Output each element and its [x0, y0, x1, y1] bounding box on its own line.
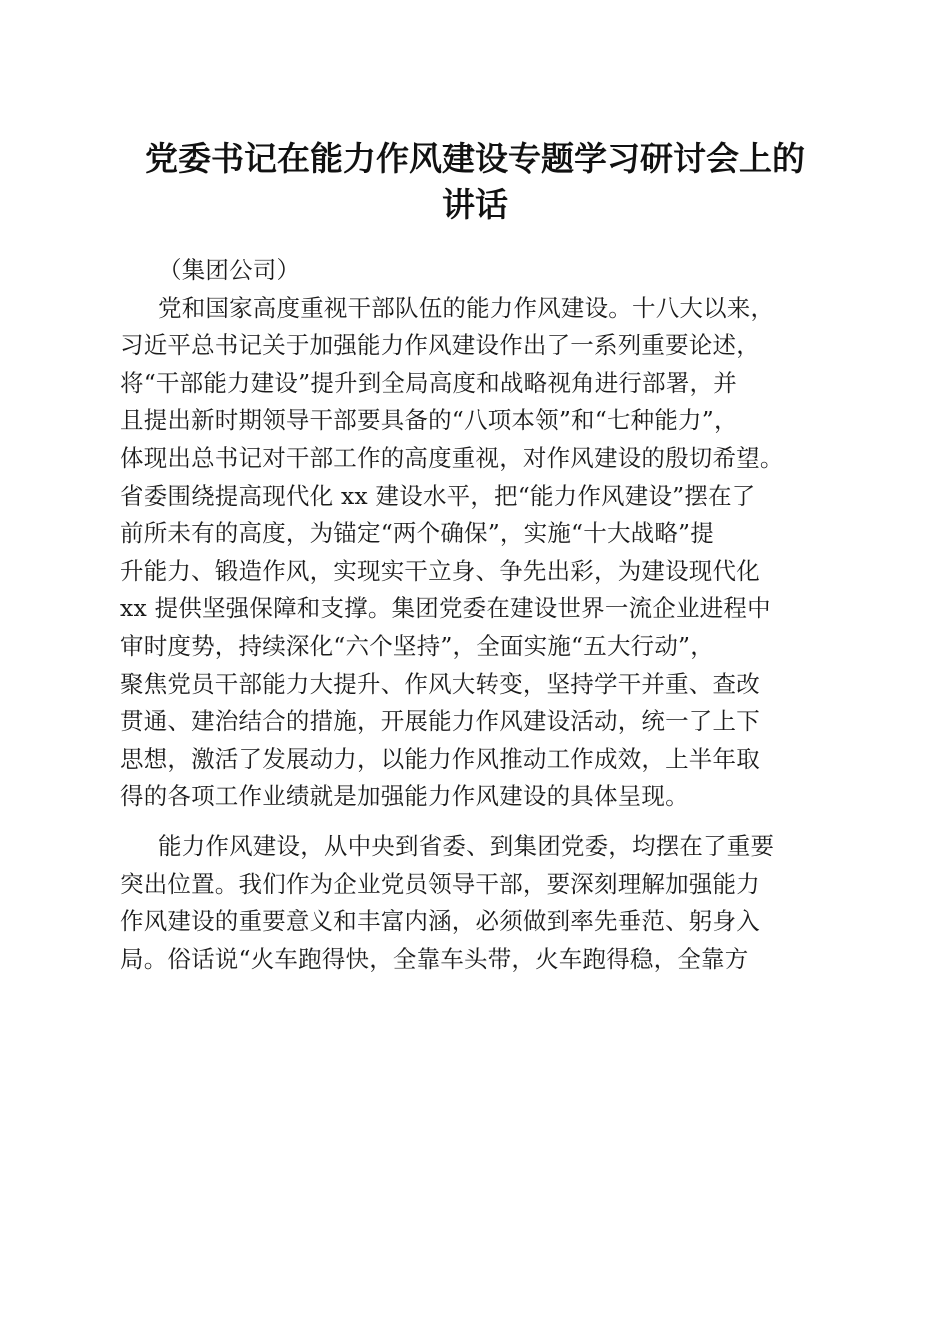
title-line: 党委书记在能力作风建设专题学习研讨会上的 [145, 139, 805, 178]
paragraph-line: 升能力、锻造作风，实现实干立身、争先出彩，为建设现代化 [120, 556, 760, 585]
paragraph-line: 前所未有的高度，为锚定“两个确保”，实施“十大战略”提 [120, 519, 714, 548]
paragraph-line: 聚焦党员干部能力大提升、作风大转变，坚持学干并重、查改 [120, 669, 760, 698]
paragraph-line: 贯通、建治结合的措施，开展能力作风建设活动，统一了上下 [120, 707, 760, 736]
paragraph-line: 将“干部能力建设”提升到全局高度和战略视角进行部署，并 [120, 368, 737, 397]
paragraph-line: 得的各项工作业绩就是加强能力作风建设的具体呈现。 [120, 782, 689, 811]
paragraph-line: 审时度势，持续深化“六个坚持”，全面实施“五大行动”， [120, 631, 714, 660]
paragraph-2 [120, 828, 840, 978]
paragraph-line: 且提出新时期领导干部要具备的“八项本领”和“七种能力”， [120, 406, 738, 435]
paragraph-line: 省委围绕提高现代化 xx 建设水平，把“能力作风建设”摆在了 [120, 481, 756, 510]
paragraph-line: 能力作风建设，从中央到省委、到集团党委，均摆在了重要 [158, 831, 775, 860]
paragraph-line: 思想，激活了发展动力，以能力作风推动工作成效，上半年取 [120, 744, 760, 773]
document-title [100, 136, 850, 228]
paragraph-line: 习近平总书记关于加强能力作风建设作出了一系列重要论述， [120, 331, 760, 360]
title-line: 讲话 [442, 185, 508, 224]
paragraph-line: 作风建设的重要意义和丰富内涵，必须做到率先垂范、躬身入 [120, 907, 760, 936]
paragraph-line: xx 提供坚强保障和支撑。集团党委在建设世界一流企业进程中 [120, 594, 771, 623]
paragraph-line: 体现出总书记对干部工作的高度重视，对作风建设的殷切希望。 [120, 443, 784, 472]
paragraph-line: 党和国家高度重视干部队伍的能力作风建设。十八大以来， [158, 293, 775, 322]
paragraph-gap [120, 816, 840, 828]
paragraph-line: 突出位置。我们作为企业党员领导干部，要深刻理解加强能力 [120, 869, 760, 898]
paragraph-line: 局。俗话说“火车跑得快，全靠车头带，火车跑得稳，全靠方 [120, 944, 749, 973]
document-body [120, 252, 840, 978]
paragraph-1 [120, 290, 840, 816]
byline: （集团公司） [158, 256, 301, 284]
